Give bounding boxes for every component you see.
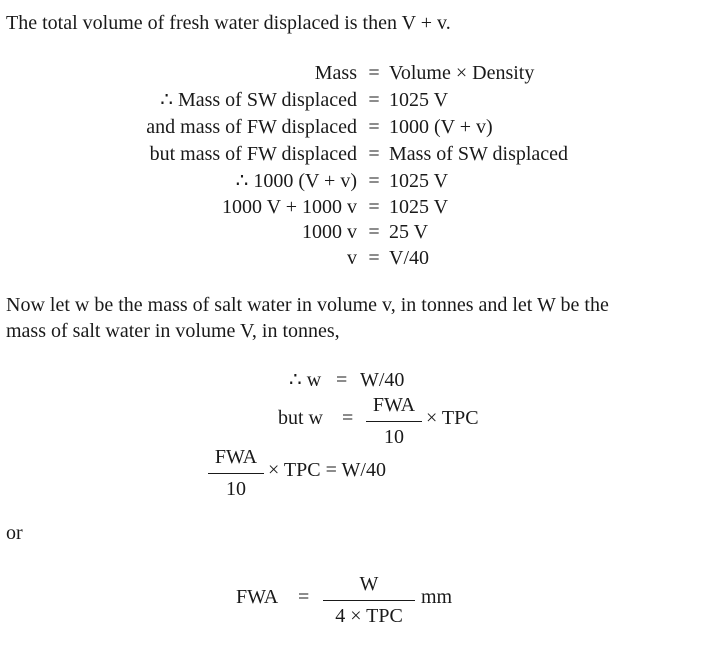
- equation-lhs: ∴ w: [289, 369, 322, 391]
- equation-rhs: Mass of SW displaced: [389, 143, 569, 165]
- unit-label: mm: [421, 586, 453, 608]
- intro-text: The total volume of fresh water displaced is then V + v.: [6, 12, 451, 34]
- equation-lhs: Mass: [314, 62, 357, 84]
- equation-rhs: 1025 V: [389, 170, 449, 192]
- equation-rhs: 1025 V: [389, 196, 449, 218]
- equals-sign: =: [336, 369, 348, 391]
- fraction-bar: [208, 473, 264, 474]
- equation-rhs: 1000 (V + v): [389, 116, 493, 138]
- equation-lhs: ∴ 1000 (V + v): [235, 170, 357, 192]
- equals-sign: =: [368, 116, 380, 138]
- fraction-denominator: 10: [226, 478, 246, 500]
- equals-sign: =: [368, 196, 380, 218]
- fraction-bar: [366, 421, 422, 422]
- equation-rhs: Volume × Density: [389, 62, 535, 84]
- equation-rhs: 25 V: [389, 221, 429, 243]
- equation-lhs: 1000 V + 1000 v: [222, 196, 357, 218]
- equation-rhs: W/40: [360, 369, 405, 391]
- fraction: [366, 395, 422, 447]
- paragraph-line: mass of salt water in volume V, in tonnes,: [6, 320, 340, 342]
- paragraph-line: Now let w be the mass of salt water in volume v, in tonnes and let W be the: [6, 294, 609, 316]
- equation-lhs: but mass of FW displaced: [149, 143, 357, 165]
- equation-rhs: V/40: [389, 247, 429, 269]
- equation-rhs: × TPC: [426, 407, 479, 429]
- fraction-denominator: 10: [384, 426, 404, 448]
- fraction-bar: [323, 600, 415, 601]
- equals-sign: =: [368, 89, 380, 111]
- equals-sign: =: [368, 221, 380, 243]
- fraction: [208, 447, 264, 499]
- fraction: [323, 574, 415, 626]
- fraction-numerator: FWA: [372, 394, 416, 416]
- fraction-numerator: W: [359, 573, 379, 595]
- equation-rhs: × TPC = W/40: [268, 459, 386, 481]
- equation-lhs: and mass of FW displaced: [146, 116, 357, 138]
- equation-lhs: but w: [278, 407, 323, 429]
- equation-lhs: 1000 v: [302, 221, 357, 243]
- equation-rhs: 1025 V: [389, 89, 449, 111]
- fraction-numerator: FWA: [214, 446, 258, 468]
- equals-sign: =: [368, 62, 380, 84]
- equals-sign: =: [368, 143, 380, 165]
- equals-sign: =: [298, 586, 310, 608]
- fraction-denominator: 4 × TPC: [335, 605, 403, 627]
- equation-lhs: v: [347, 247, 357, 269]
- or-text: or: [6, 522, 23, 544]
- equals-sign: =: [342, 407, 354, 429]
- equation-lhs: FWA: [236, 586, 279, 608]
- equals-sign: =: [368, 170, 380, 192]
- equation-lhs: ∴ Mass of SW displaced: [160, 89, 357, 111]
- equals-sign: =: [368, 247, 380, 269]
